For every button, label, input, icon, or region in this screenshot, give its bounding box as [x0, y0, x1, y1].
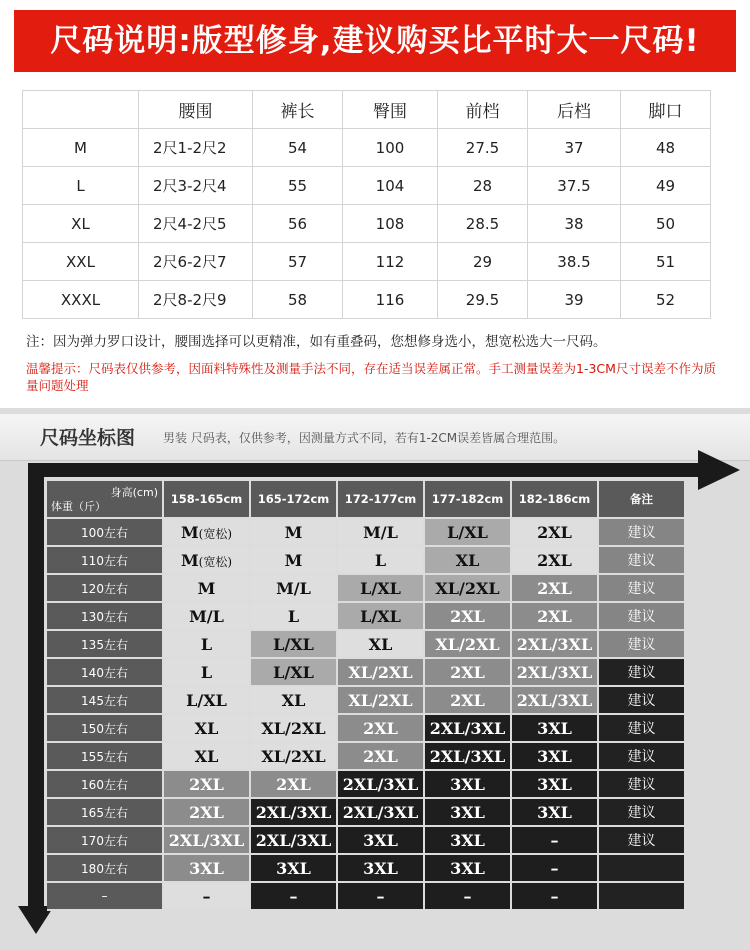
back-rise-value: 38.5 [528, 243, 621, 281]
size-cell: XL/2XL [424, 574, 511, 602]
size-cell: XL [163, 714, 250, 742]
loose-fit-note: (宽松) [198, 554, 233, 569]
weight-cell: 140左右 [47, 658, 163, 686]
size-cell: 2XL/3XL [337, 798, 424, 826]
header-waist: 腰围 [139, 91, 253, 129]
size-cell: 2XL [511, 602, 598, 630]
front-rise-value: 28 [438, 167, 528, 205]
size-cell: M(宽松) [163, 518, 250, 546]
size-cell: XL/2XL [424, 630, 511, 658]
back-rise-value: 39 [528, 281, 621, 319]
size-cell: 2XL [511, 546, 598, 574]
remark-cell: 建议 [598, 686, 685, 714]
chart-header-row [47, 481, 685, 518]
leg-opening-value: 51 [621, 243, 711, 281]
header-leg-opening: 脚口 [621, 91, 711, 129]
height-column-header: 172-177cm [337, 481, 424, 518]
height-column-header: 158-165cm [163, 481, 250, 518]
section-subtitle: 男装 尺码表，仅供参考，因测量方式不同，若有1-2CM误差皆属合理范围。 [163, 431, 566, 445]
weight-cell: 135左右 [47, 630, 163, 658]
size-cell: M(宽松) [163, 546, 250, 574]
size-cell: L/XL [250, 658, 337, 686]
chart-row [47, 714, 685, 742]
size-cell: XL/2XL [250, 742, 337, 770]
size-cell: 3XL [511, 770, 598, 798]
size-cell: M [163, 574, 250, 602]
size-cell: 2XL [424, 686, 511, 714]
remark-cell: 建议 [598, 826, 685, 854]
size-label: XXXL [23, 281, 139, 319]
length-value: 55 [253, 167, 343, 205]
vertical-axis-bar [28, 463, 44, 911]
weight-cell: 160左右 [47, 770, 163, 798]
leg-opening-value: 52 [621, 281, 711, 319]
weight-cell: 110左右 [47, 546, 163, 574]
size-label: XL [23, 205, 139, 243]
corner-cell [47, 481, 163, 518]
size-cell: L [163, 658, 250, 686]
hip-value: 116 [343, 281, 438, 319]
fit-note: 注：因为弹力罗口设计，腰围选择可以更精准，如有重叠码，您想修身选小，想宽松选大一尺码。 [26, 334, 607, 350]
chart-row [47, 658, 685, 686]
size-cell: 2XL/3XL [337, 770, 424, 798]
size-cell: 2XL/3XL [163, 826, 250, 854]
size-cell: XL [424, 546, 511, 574]
size-cell: 3XL [511, 742, 598, 770]
header-hip: 臀围 [343, 91, 438, 129]
header-length: 裤长 [253, 91, 343, 129]
remark-column-header: 备注 [598, 481, 685, 518]
leg-opening-value: 49 [621, 167, 711, 205]
leg-opening-value: 50 [621, 205, 711, 243]
size-cell: 2XL [337, 714, 424, 742]
size-cell: M [250, 546, 337, 574]
chart-body [47, 518, 685, 910]
loose-fit-note: (宽松) [198, 526, 233, 541]
size-cell: – [163, 882, 250, 910]
chart-row [47, 798, 685, 826]
right-arrow-icon [698, 450, 740, 490]
size-cell: 3XL [424, 854, 511, 882]
chart-row [47, 686, 685, 714]
size-cell: – [511, 826, 598, 854]
weight-cell: 180左右 [47, 854, 163, 882]
back-rise-value: 37 [528, 129, 621, 167]
leg-opening-value: 48 [621, 129, 711, 167]
size-cell: L [337, 546, 424, 574]
size-chart-grid [47, 481, 686, 911]
size-cell: 3XL [163, 854, 250, 882]
size-cell: 2XL/3XL [424, 714, 511, 742]
size-cell: XL/2XL [337, 686, 424, 714]
weight-cell: 100左右 [47, 518, 163, 546]
size-cell: 2XL/3XL [250, 826, 337, 854]
size-cell: 2XL [511, 574, 598, 602]
hip-value: 104 [343, 167, 438, 205]
weight-cell: 150左右 [47, 714, 163, 742]
size-label: M [23, 129, 139, 167]
tip-label: 温馨提示： [26, 361, 89, 376]
front-rise-value: 28.5 [438, 205, 528, 243]
length-value: 54 [253, 129, 343, 167]
weight-cell: 170左右 [47, 826, 163, 854]
front-rise-value: 29.5 [438, 281, 528, 319]
size-cell: 2XL/3XL [511, 630, 598, 658]
remark-cell: 建议 [598, 798, 685, 826]
size-cell: M/L [337, 518, 424, 546]
remark-cell: 建议 [598, 658, 685, 686]
length-value: 57 [253, 243, 343, 281]
size-cell: 3XL [424, 826, 511, 854]
remark-cell: 建议 [598, 602, 685, 630]
remark-cell: 建议 [598, 714, 685, 742]
size-label: XXL [23, 243, 139, 281]
weight-cell: 130左右 [47, 602, 163, 630]
size-label: L [23, 167, 139, 205]
weight-axis-label: 体重（斤） [51, 500, 106, 513]
waist-value: 2尺4-2尺5 [139, 205, 253, 243]
waist-value: 2尺8-2尺9 [139, 281, 253, 319]
size-cell: XL [250, 686, 337, 714]
size-cell: L/XL [337, 602, 424, 630]
tip-text: 尺码表仅供参考，因面料特殊性及测量手法不同，存在适当误差属正常。手工测量误差为1-3CM尺寸误差不作为质量问题处理 [26, 361, 716, 393]
size-cell: XL/2XL [337, 658, 424, 686]
size-cell: 3XL [511, 714, 598, 742]
remark-cell: 建议 [598, 574, 685, 602]
chart-row [47, 630, 685, 658]
chart-row [47, 770, 685, 798]
size-cell: L/XL [337, 574, 424, 602]
weight-cell: – [47, 882, 163, 910]
chart-row [47, 826, 685, 854]
size-cell: 3XL [337, 854, 424, 882]
size-cell: L/XL [424, 518, 511, 546]
header-front-rise: 前档 [438, 91, 528, 129]
size-cell: 3XL [511, 798, 598, 826]
size-cell: – [511, 854, 598, 882]
chart-row [47, 602, 685, 630]
size-cell: L [163, 630, 250, 658]
size-cell: L/XL [250, 630, 337, 658]
size-cell: – [511, 882, 598, 910]
remark-cell [598, 854, 685, 882]
height-axis-label: 身高(cm) [110, 486, 158, 499]
horizontal-axis-bar [28, 463, 704, 477]
hip-value: 112 [343, 243, 438, 281]
size-cell: 2XL/3XL [511, 658, 598, 686]
length-value: 58 [253, 281, 343, 319]
size-cell: 2XL [424, 658, 511, 686]
size-cell: 3XL [424, 770, 511, 798]
header-back-rise: 后档 [528, 91, 621, 129]
length-value: 56 [253, 205, 343, 243]
size-cell: XL/2XL [250, 714, 337, 742]
size-cell: – [424, 882, 511, 910]
size-cell: 2XL [337, 742, 424, 770]
remark-cell: 建议 [598, 630, 685, 658]
size-cell: 2XL [511, 518, 598, 546]
weight-cell: 120左右 [47, 574, 163, 602]
back-rise-value: 37.5 [528, 167, 621, 205]
hip-value: 100 [343, 129, 438, 167]
remark-cell: 建议 [598, 518, 685, 546]
front-rise-value: 27.5 [438, 129, 528, 167]
chart-row [47, 854, 685, 882]
size-cell: L [250, 602, 337, 630]
hip-value: 108 [343, 205, 438, 243]
section-title: 尺码坐标图 [40, 427, 136, 449]
size-cell: M/L [250, 574, 337, 602]
weight-cell: 165左右 [47, 798, 163, 826]
remark-cell: 建议 [598, 546, 685, 574]
waist-value: 2尺3-2尺4 [139, 167, 253, 205]
size-cell: 2XL [424, 602, 511, 630]
waist-value: 2尺6-2尺7 [139, 243, 253, 281]
remark-cell: 建议 [598, 770, 685, 798]
size-cell: M/L [163, 602, 250, 630]
back-rise-value: 38 [528, 205, 621, 243]
size-cell: 2XL [163, 770, 250, 798]
front-rise-value: 29 [438, 243, 528, 281]
weight-cell: 145左右 [47, 686, 163, 714]
size-cell: M [250, 518, 337, 546]
weight-cell: 155左右 [47, 742, 163, 770]
height-column-header: 177-182cm [424, 481, 511, 518]
chart-row [47, 518, 685, 546]
size-cell: 2XL/3XL [250, 798, 337, 826]
size-cell: 2XL [250, 770, 337, 798]
height-column-header: 182-186cm [511, 481, 598, 518]
remark-cell: 建议 [598, 742, 685, 770]
chart-row [47, 882, 685, 910]
size-cell: 3XL [424, 798, 511, 826]
height-column-header: 165-172cm [250, 481, 337, 518]
size-cell: XL [337, 630, 424, 658]
size-cell: 3XL [250, 854, 337, 882]
chart-row [47, 546, 685, 574]
remark-cell [598, 882, 685, 910]
size-cell: XL [163, 742, 250, 770]
size-cell: 2XL/3XL [424, 742, 511, 770]
size-cell: 2XL/3XL [511, 686, 598, 714]
chart-row [47, 742, 685, 770]
size-cell: 3XL [337, 826, 424, 854]
size-cell: – [250, 882, 337, 910]
size-cell: 2XL [163, 798, 250, 826]
waist-value: 2尺1-2尺2 [139, 129, 253, 167]
size-cell: L/XL [163, 686, 250, 714]
chart-row [47, 574, 685, 602]
size-cell: – [337, 882, 424, 910]
title-banner: 尺码说明:版型修身,建议购买比平时大一尺码! [14, 10, 736, 72]
